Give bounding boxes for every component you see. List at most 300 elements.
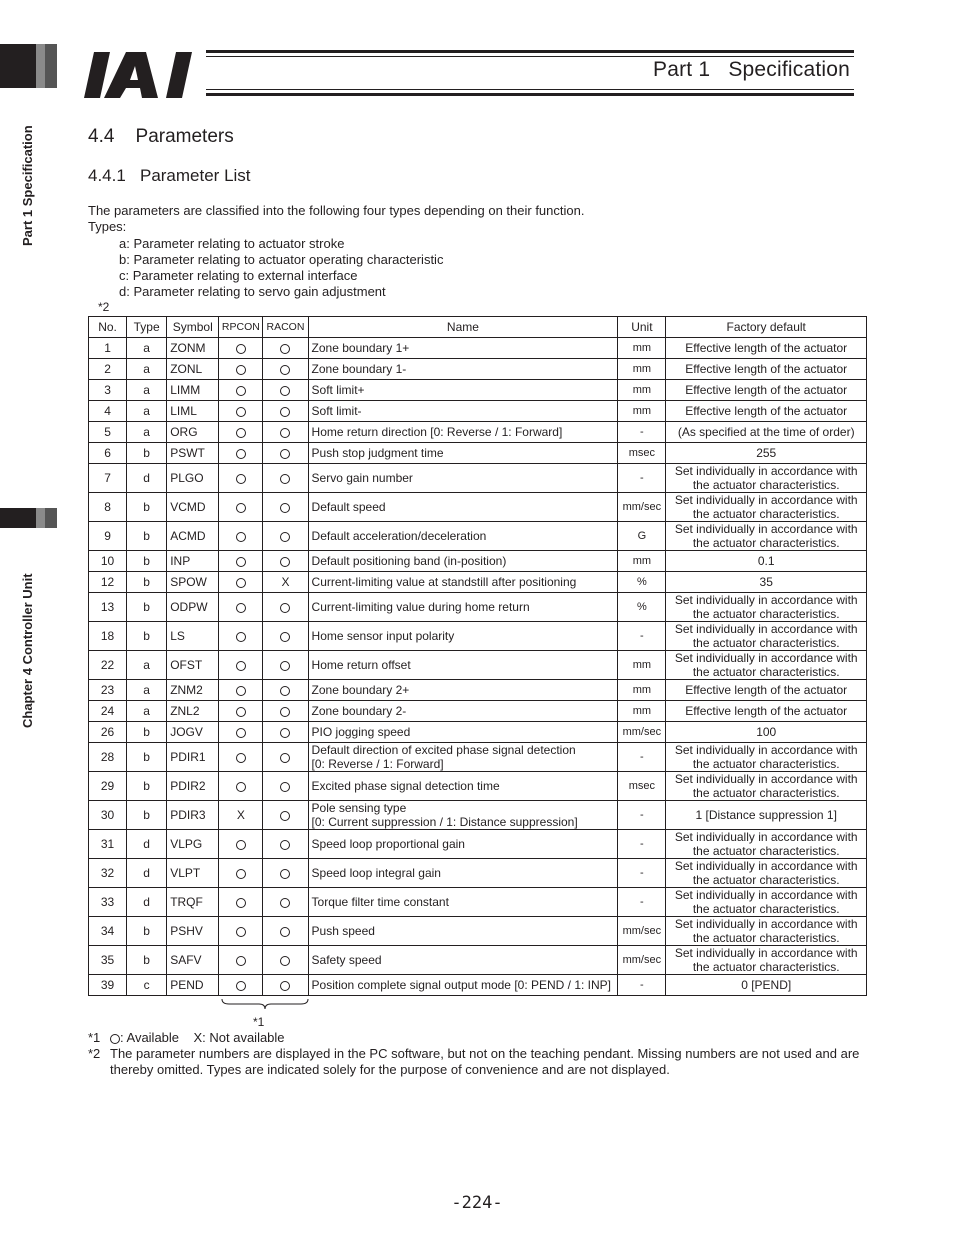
side-tab-chapter-label: Chapter 4 Controller Unit <box>20 573 35 728</box>
cell-default <box>666 888 867 917</box>
cell-default-line: Set individually in accordance with <box>674 917 858 931</box>
cell-unit: mm/sec <box>618 493 666 522</box>
available-circle-icon <box>280 869 290 879</box>
cell-symbol: PLGO <box>167 464 219 493</box>
cell-name: Safety speed <box>308 946 618 975</box>
cell-symbol: ZNM2 <box>167 680 219 701</box>
cell-type: b <box>127 593 167 622</box>
cell-no: 32 <box>89 859 127 888</box>
available-circle-icon <box>280 474 290 484</box>
available-circle-icon <box>280 632 290 642</box>
intro-text <box>88 203 584 301</box>
cell-no: 29 <box>89 772 127 801</box>
section-title: 4.4 Parameters <box>88 126 234 147</box>
cell-default-line: the actuator characteristics. <box>692 636 840 650</box>
cell-no: 7 <box>89 464 127 493</box>
cell-symbol: PSWT <box>167 443 219 464</box>
cell-racon <box>263 464 308 493</box>
cell-racon <box>263 859 308 888</box>
cell-default: 100 <box>666 722 867 743</box>
cell-type: b <box>127 622 167 651</box>
header-rule-bottom-thick <box>206 93 854 96</box>
cell-name: PIO jogging speed <box>308 722 618 743</box>
available-circle-icon <box>280 503 290 513</box>
available-circle-icon <box>236 753 246 763</box>
header-type: Type <box>127 317 167 338</box>
cell-unit: - <box>618 801 666 830</box>
cell-racon <box>263 593 308 622</box>
cell-unit: msec <box>618 772 666 801</box>
available-circle-icon <box>236 956 246 966</box>
cell-symbol: ODPW <box>167 593 219 622</box>
footnote-1-available: : Available <box>120 1030 180 1045</box>
available-circle-icon <box>236 603 246 613</box>
cell-name-line: Pole sensing type <box>311 801 407 815</box>
cell-unit: mm <box>618 380 666 401</box>
cell-default-line: the actuator characteristics. <box>692 902 840 916</box>
cell-rpcon <box>219 830 263 859</box>
rpcon-racon-brace <box>221 998 309 1010</box>
cell-default: Effective length of the actuator <box>666 401 867 422</box>
cell-default: 255 <box>666 443 867 464</box>
cell-symbol: PSHV <box>167 917 219 946</box>
cell-no: 6 <box>89 443 127 464</box>
cell-type: b <box>127 493 167 522</box>
cell-default <box>666 622 867 651</box>
cell-default-line: the actuator characteristics. <box>692 786 840 800</box>
table-row <box>89 551 867 572</box>
cell-name: Zone boundary 2+ <box>308 680 618 701</box>
available-circle-icon <box>280 557 290 567</box>
cell-default <box>666 772 867 801</box>
table-row <box>89 401 867 422</box>
cell-symbol: ORG <box>167 422 219 443</box>
cell-type: b <box>127 917 167 946</box>
cell-default-line: Set individually in accordance with <box>674 622 858 636</box>
cell-type: b <box>127 572 167 593</box>
cell-no: 18 <box>89 622 127 651</box>
table-row <box>89 975 867 996</box>
cell-name: Excited phase signal detection time <box>308 772 618 801</box>
available-circle-icon <box>280 927 290 937</box>
type-a-desc: a: Parameter relating to actuator stroke <box>119 235 345 251</box>
available-circle-icon <box>280 428 290 438</box>
cell-racon <box>263 572 308 593</box>
cell-racon <box>263 917 308 946</box>
cell-unit: mm <box>618 651 666 680</box>
header-racon: RACON <box>263 317 308 338</box>
cell-rpcon <box>219 701 263 722</box>
cell-rpcon <box>219 917 263 946</box>
cell-racon <box>263 801 308 830</box>
note-2-marker: *2 <box>98 300 110 314</box>
cell-unit: - <box>618 743 666 772</box>
intro-types-label: Types: <box>88 219 127 235</box>
cell-racon <box>263 701 308 722</box>
cell-rpcon <box>219 422 263 443</box>
header-name: Name <box>308 317 618 338</box>
cell-no: 30 <box>89 801 127 830</box>
brace-note-1-marker: *1 <box>253 1015 265 1029</box>
available-circle-icon <box>280 407 290 417</box>
cell-type: d <box>127 830 167 859</box>
cell-rpcon <box>219 401 263 422</box>
header-title: Part 1 Specification <box>653 58 850 81</box>
available-circle-icon <box>236 449 246 459</box>
cell-name: Home return direction [0: Reverse / 1: Forward] <box>308 422 618 443</box>
available-circle-icon <box>280 365 290 375</box>
cell-default-line: the actuator characteristics. <box>692 757 840 771</box>
cell-name: Zone boundary 2- <box>308 701 618 722</box>
cell-no: 12 <box>89 572 127 593</box>
cell-type: b <box>127 772 167 801</box>
cell-unit: - <box>618 975 666 996</box>
cell-default-line: Set individually in accordance with <box>674 743 858 757</box>
cell-unit: msec <box>618 443 666 464</box>
cell-default-line: Set individually in accordance with <box>674 651 858 665</box>
cell-default-line: Set individually in accordance with <box>674 493 858 507</box>
cell-no: 39 <box>89 975 127 996</box>
cell-type: a <box>127 401 167 422</box>
subsection-title: 4.4.1 Parameter List <box>88 166 251 185</box>
available-circle-icon <box>236 782 246 792</box>
cell-racon <box>263 651 308 680</box>
header-rule-thick <box>206 50 854 53</box>
table-row <box>89 859 867 888</box>
cell-racon <box>263 338 308 359</box>
cell-type: a <box>127 651 167 680</box>
cell-unit: mm <box>618 338 666 359</box>
cell-type: b <box>127 722 167 743</box>
cell-rpcon <box>219 622 263 651</box>
table-header-row <box>89 317 867 338</box>
cell-unit: mm <box>618 680 666 701</box>
cell-default-line: the actuator characteristics. <box>692 931 840 945</box>
cell-name <box>308 743 618 772</box>
cell-no: 3 <box>89 380 127 401</box>
not-available-mark: X <box>281 575 290 589</box>
cell-type: a <box>127 422 167 443</box>
cell-name <box>308 801 618 830</box>
cell-name: Soft limit+ <box>308 380 618 401</box>
header-unit: Unit <box>618 317 666 338</box>
table-row <box>89 946 867 975</box>
available-circle-icon <box>280 532 290 542</box>
side-tab-block-top-accent <box>36 44 45 88</box>
available-circle-icon <box>236 686 246 696</box>
available-circle-icon <box>236 632 246 642</box>
cell-symbol: VCMD <box>167 493 219 522</box>
not-available-mark: X <box>236 808 245 822</box>
cell-rpcon <box>219 572 263 593</box>
type-d-desc: d: Parameter relating to servo gain adjustment <box>119 284 386 300</box>
header-rpcon: RPCON <box>219 317 263 338</box>
cell-default: 0 [PEND] <box>666 975 867 996</box>
cell-type: a <box>127 359 167 380</box>
cell-racon <box>263 443 308 464</box>
cell-racon <box>263 830 308 859</box>
cell-name: Current-limiting value at standstill after positioning <box>308 572 618 593</box>
cell-default-line: the actuator characteristics. <box>692 665 840 679</box>
available-circle-icon <box>280 603 290 613</box>
cell-racon <box>263 680 308 701</box>
cell-rpcon <box>219 493 263 522</box>
cell-racon <box>263 772 308 801</box>
available-circle-icon <box>280 386 290 396</box>
cell-no: 22 <box>89 651 127 680</box>
cell-unit: % <box>618 593 666 622</box>
cell-no: 2 <box>89 359 127 380</box>
cell-type: d <box>127 859 167 888</box>
cell-name: Servo gain number <box>308 464 618 493</box>
cell-type: b <box>127 522 167 551</box>
cell-name: Default acceleration/deceleration <box>308 522 618 551</box>
cell-name: Default speed <box>308 493 618 522</box>
table-row <box>89 572 867 593</box>
table-row <box>89 917 867 946</box>
cell-default-line: Set individually in accordance with <box>674 772 858 786</box>
available-circle-icon <box>236 386 246 396</box>
cell-default-line: the actuator characteristics. <box>692 536 840 550</box>
cell-unit: mm/sec <box>618 917 666 946</box>
cell-rpcon <box>219 743 263 772</box>
cell-racon <box>263 975 308 996</box>
cell-rpcon <box>219 338 263 359</box>
footnote-1-not-available: X: Not available <box>193 1030 285 1045</box>
cell-no: 13 <box>89 593 127 622</box>
cell-unit: mm/sec <box>618 946 666 975</box>
available-circle-icon <box>280 707 290 717</box>
cell-default <box>666 859 867 888</box>
side-tab-block-chapter-accent-2 <box>45 508 57 528</box>
cell-default-line: Set individually in accordance with <box>674 830 858 844</box>
cell-no: 23 <box>89 680 127 701</box>
cell-symbol: PDIR3 <box>167 801 219 830</box>
available-circle-icon <box>236 898 246 908</box>
cell-type: c <box>127 975 167 996</box>
side-tab-block-chapter-accent <box>36 508 45 528</box>
cell-name: Default positioning band (in-position) <box>308 551 618 572</box>
cell-racon <box>263 743 308 772</box>
cell-default <box>666 493 867 522</box>
cell-unit: - <box>618 464 666 493</box>
type-b-desc: b: Parameter relating to actuator operating characteristic <box>119 251 444 267</box>
cell-name: Torque filter time constant <box>308 888 618 917</box>
cell-name: Position complete signal output mode [0: PEND / 1: INP] <box>308 975 618 996</box>
available-circle-icon <box>280 811 290 821</box>
cell-default <box>666 593 867 622</box>
cell-name-line: [0: Current suppression / 1: Distance suppression] <box>311 815 578 829</box>
intro-line-1: The parameters are classified into the following four types depending on their function. <box>88 203 585 218</box>
cell-no: 34 <box>89 917 127 946</box>
cell-no: 31 <box>89 830 127 859</box>
cell-default <box>666 464 867 493</box>
table-row <box>89 380 867 401</box>
cell-unit: - <box>618 888 666 917</box>
cell-racon <box>263 493 308 522</box>
available-circle-icon <box>236 927 246 937</box>
cell-rpcon <box>219 551 263 572</box>
cell-rpcon <box>219 888 263 917</box>
cell-default-line: Set individually in accordance with <box>674 522 858 536</box>
cell-racon <box>263 422 308 443</box>
cell-symbol: ZONL <box>167 359 219 380</box>
side-tab-part-label: Part 1 Specification <box>20 125 35 246</box>
cell-default <box>666 743 867 772</box>
cell-rpcon <box>219 522 263 551</box>
cell-symbol: JOGV <box>167 722 219 743</box>
cell-unit: - <box>618 859 666 888</box>
cell-no: 10 <box>89 551 127 572</box>
parameter-table <box>88 316 867 996</box>
cell-symbol: LS <box>167 622 219 651</box>
cell-type: d <box>127 464 167 493</box>
cell-name-line: Default direction of excited phase signal detection <box>311 743 576 757</box>
cell-default-line: Set individually in accordance with <box>674 888 858 902</box>
available-circle-icon <box>236 365 246 375</box>
cell-name: Push speed <box>308 917 618 946</box>
iai-logo <box>84 52 202 98</box>
cell-unit: mm/sec <box>618 722 666 743</box>
cell-name: Soft limit- <box>308 401 618 422</box>
available-circle-icon <box>280 840 290 850</box>
cell-default: (As specified at the time of order) <box>666 422 867 443</box>
cell-name: Speed loop integral gain <box>308 859 618 888</box>
cell-symbol: VLPG <box>167 830 219 859</box>
cell-default-line: the actuator characteristics. <box>692 507 840 521</box>
cell-type: a <box>127 380 167 401</box>
cell-symbol: OFST <box>167 651 219 680</box>
cell-rpcon <box>219 801 263 830</box>
cell-name: Home return offset <box>308 651 618 680</box>
cell-default-line: the actuator characteristics. <box>692 478 840 492</box>
cell-racon <box>263 888 308 917</box>
cell-symbol: VLPT <box>167 859 219 888</box>
cell-rpcon <box>219 946 263 975</box>
available-circle-icon <box>236 557 246 567</box>
cell-symbol: LIML <box>167 401 219 422</box>
footnote-2 <box>88 1046 878 1078</box>
cell-name: Zone boundary 1+ <box>308 338 618 359</box>
cell-name-line: [0: Reverse / 1: Forward] <box>311 757 444 771</box>
cell-name: Current-limiting value during home return <box>308 593 618 622</box>
header-rule-bottom-thin <box>206 89 854 90</box>
available-circle-icon <box>280 728 290 738</box>
cell-no: 8 <box>89 493 127 522</box>
cell-rpcon <box>219 975 263 996</box>
type-c-desc: c: Parameter relating to external interface <box>119 268 358 284</box>
table-row <box>89 443 867 464</box>
table-row <box>89 743 867 772</box>
footnote-2-text: The parameter numbers are displayed in the PC software, but not on the teaching pendant. Missing numbers are not used and are thereby omitted. Types are indicated solely for the purpose of convenience and are not displayed. <box>110 1046 860 1077</box>
available-circle-icon <box>236 428 246 438</box>
page-number: -224- <box>451 1193 503 1213</box>
available-circle-icon <box>280 449 290 459</box>
available-circle-icon <box>236 661 246 671</box>
cell-default: Effective length of the actuator <box>666 701 867 722</box>
header-no: No. <box>89 317 127 338</box>
cell-default-line: Set individually in accordance with <box>674 464 858 478</box>
cell-default: 35 <box>666 572 867 593</box>
cell-unit: mm <box>618 551 666 572</box>
cell-type: a <box>127 680 167 701</box>
available-circle-icon <box>280 898 290 908</box>
cell-default <box>666 946 867 975</box>
cell-racon <box>263 401 308 422</box>
cell-default: 1 [Distance suppression 1] <box>666 801 867 830</box>
available-circle-icon <box>110 1034 120 1044</box>
table-row <box>89 680 867 701</box>
cell-type: b <box>127 801 167 830</box>
cell-rpcon <box>219 651 263 680</box>
available-circle-icon <box>236 869 246 879</box>
header-default: Factory default <box>666 317 867 338</box>
table-row <box>89 464 867 493</box>
available-circle-icon <box>236 474 246 484</box>
cell-name: Speed loop proportional gain <box>308 830 618 859</box>
cell-symbol: ACMD <box>167 522 219 551</box>
side-tab-block-chapter <box>0 508 36 528</box>
table-row <box>89 701 867 722</box>
cell-racon <box>263 551 308 572</box>
cell-default-line: the actuator characteristics. <box>692 844 840 858</box>
cell-default: Effective length of the actuator <box>666 380 867 401</box>
available-circle-icon <box>280 782 290 792</box>
cell-rpcon <box>219 380 263 401</box>
side-tab-block-top <box>0 44 36 88</box>
cell-symbol: LIMM <box>167 380 219 401</box>
cell-no: 1 <box>89 338 127 359</box>
table-row <box>89 359 867 380</box>
cell-symbol: PDIR1 <box>167 743 219 772</box>
header-rule-thin <box>206 56 854 57</box>
cell-racon <box>263 380 308 401</box>
cell-no: 4 <box>89 401 127 422</box>
cell-name: Push stop judgment time <box>308 443 618 464</box>
cell-unit: - <box>618 830 666 859</box>
available-circle-icon <box>280 661 290 671</box>
cell-unit: mm <box>618 401 666 422</box>
cell-default: Effective length of the actuator <box>666 338 867 359</box>
cell-unit: mm <box>618 359 666 380</box>
footnote-1-mark: *1 <box>88 1030 101 1045</box>
cell-default-line: Set individually in accordance with <box>674 859 858 873</box>
cell-no: 26 <box>89 722 127 743</box>
table-row <box>89 338 867 359</box>
table-row <box>89 801 867 830</box>
cell-name: Home sensor input polarity <box>308 622 618 651</box>
cell-default <box>666 830 867 859</box>
cell-rpcon <box>219 359 263 380</box>
cell-type: a <box>127 701 167 722</box>
cell-rpcon <box>219 593 263 622</box>
cell-name: Zone boundary 1- <box>308 359 618 380</box>
cell-no: 35 <box>89 946 127 975</box>
cell-unit: % <box>618 572 666 593</box>
cell-symbol: PDIR2 <box>167 772 219 801</box>
cell-racon <box>263 622 308 651</box>
cell-default-line: the actuator characteristics. <box>692 607 840 621</box>
cell-racon <box>263 522 308 551</box>
cell-symbol: SPOW <box>167 572 219 593</box>
cell-no: 28 <box>89 743 127 772</box>
cell-symbol: ZNL2 <box>167 701 219 722</box>
available-circle-icon <box>236 981 246 991</box>
available-circle-icon <box>280 981 290 991</box>
cell-symbol: SAFV <box>167 946 219 975</box>
cell-racon <box>263 722 308 743</box>
cell-no: 9 <box>89 522 127 551</box>
